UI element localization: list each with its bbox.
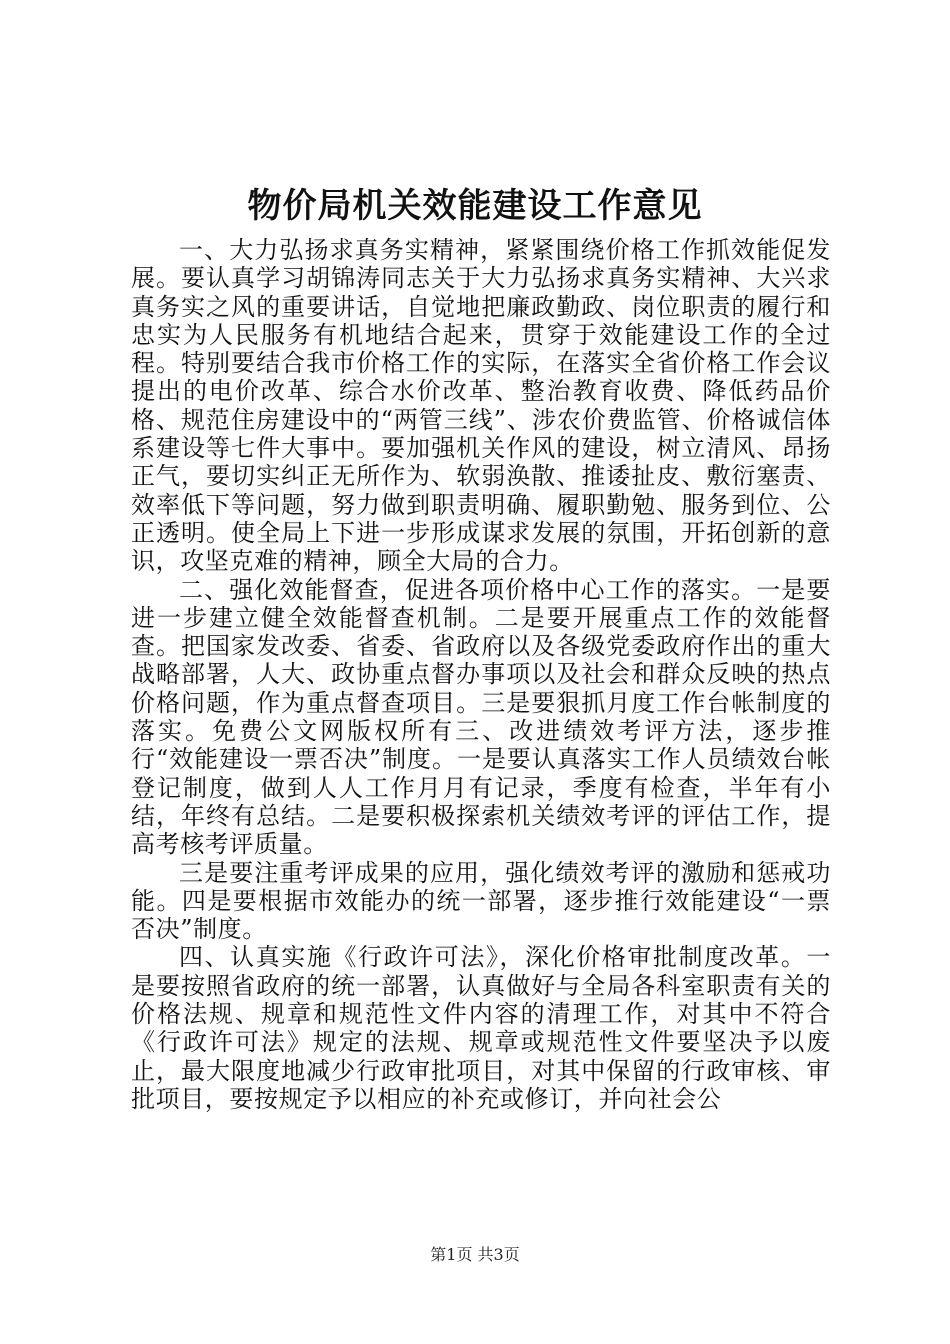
- paragraph-3: 三是要注重考评成果的应用，强化绩效考评的激励和惩戒功能。四是要根据市效能办的统一部署，逐步推行效能建设“一票否决”制度。: [131, 858, 831, 944]
- page-footer: 第1页 共3页: [430, 1245, 520, 1264]
- paragraph-1: 一、大力弘扬求真务实精神，紧紧围绕价格工作抓效能促发展。要认真学习胡锦涛同志关于大力弘扬求真务实精神、大兴求真务实之风的重要讲话，自觉地把廉政勤政、岗位职责的履行和忠实为人民服务有机地结合起来，贯穿于效能建设工作的全过程。特别要结合我市价格工作的实际，在落实全省价格工作会议提出的电价改革、综合水价改革、整治教育收费、降低药品价格、规范住房建设中的“两管三线”、涉农价费监管、价格诚信体系建设等七件大事中。要加强机关作风的建设，树立清风、昂扬正气，要切实纠正无所作为、软弱涣散、推诿扯皮、敷衍塞责、效率低下等问题，努力做到职责明确、履职勤勉、服务到位、公正透明。使全局上下进一步形成谋求发展的氛围，开拓创新的意识，攻坚克难的精神，顾全大局的合力。: [131, 236, 831, 576]
- paragraph-4: 四、认真实施《行政许可法》，深化价格审批制度改革。一是要按照省政府的统一部署，认真做好与全局各科室职责有关的价格法规、规章和规范性文件内容的清理工作，对其中不符合《行政许可法》规定的法规、规章或规范性文件要坚决予以废止，最大限度地减少行政审批项目，对其中保留的行政审核、审批项目，要按规定予以相应的补充或修订，并向社会公: [131, 943, 831, 1113]
- document-title: 物价局机关效能建设工作意见: [247, 186, 703, 226]
- document-body: [131, 236, 831, 1113]
- paragraph-2: 二、强化效能督查，促进各项价格中心工作的落实。一是要进一步建立健全效能督查机制。二是要开展重点工作的效能督查。把国家发改委、省委、省政府以及各级党委政府作出的重大战略部署，人大、政协重点督办事项以及社会和群众反映的热点价格问题，作为重点督查项目。三是要狠抓月度工作台帐制度的落实。免费公文网版权所有三、改进绩效考评方法，逐步推行“效能建设一票否决”制度。一是要认真落实工作人员绩效台帐登记制度，做到人人工作月月有记录，季度有检查，半年有小结，年终有总结。二是要积极探索机关绩效考评的评估工作，提高考核考评质量。: [131, 575, 831, 859]
